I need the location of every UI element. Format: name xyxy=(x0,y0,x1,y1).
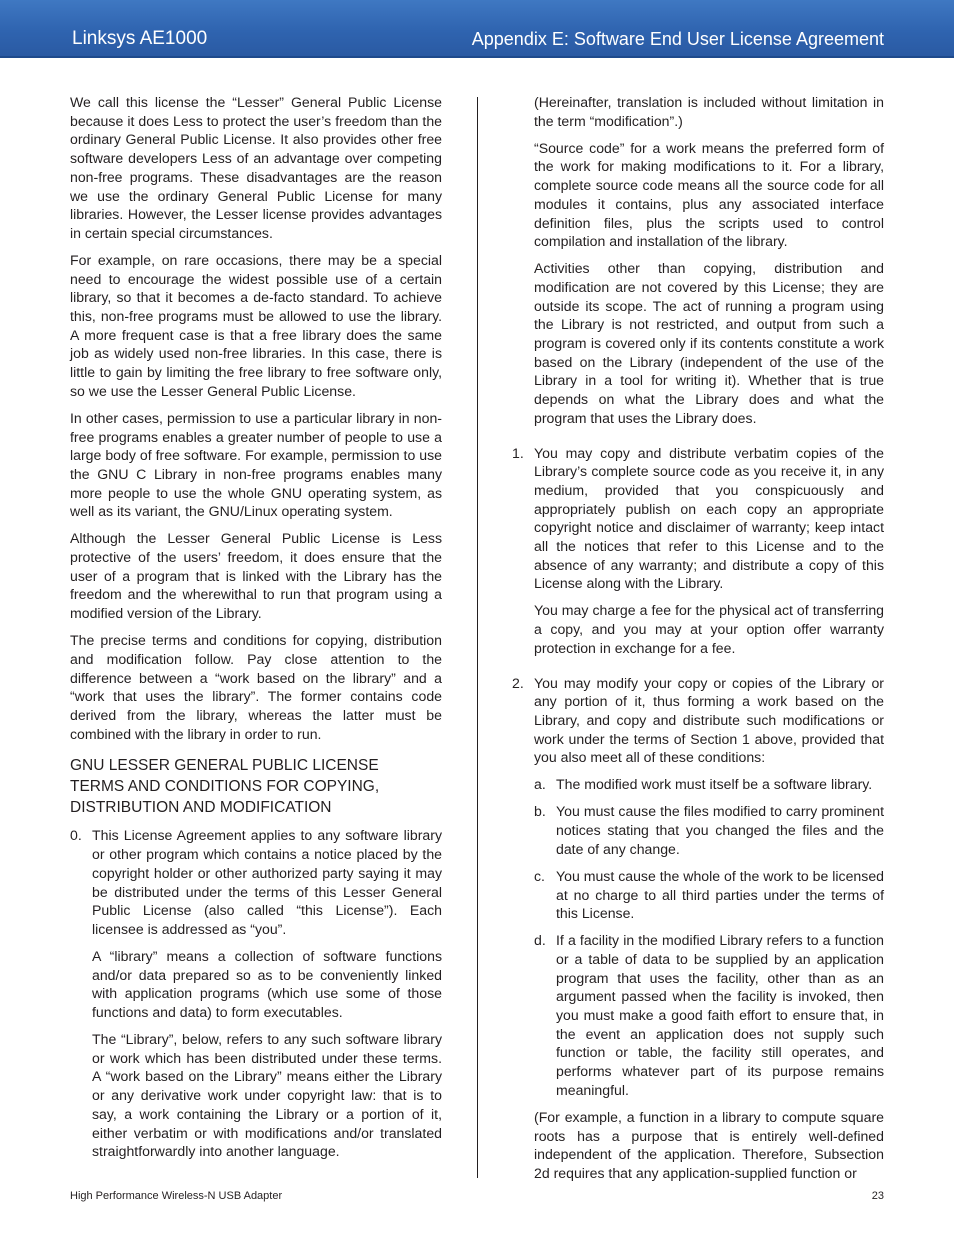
paragraph: You may copy and distribute verbatim copies of the Library’s complete source code as you receive it, in any medium, provided that you conspicuously and appropriately publish on each copy an appropriate copyright notice and disclaimer of warranty; keep intact all the notices that refer to this License and to the absence of any warranty; and distribute a copy of this License along with the Library. xyxy=(534,444,884,592)
paragraph: Although the Lesser General Public License is Less protective of the users’ freedom, it does ensure that the user of a program that is linked with the Library has the freedom and the wherewithal to run that program using a modified version of the Library. xyxy=(70,530,442,622)
sub-item-b xyxy=(534,802,884,858)
sub-item-a xyxy=(534,775,884,794)
paragraph: “Source code” for a work means the preferred form of the work for making modifications to it. For a library, complete source code means all the source code for all modules it contains, plus any associated interface definition files, plus the scripts used to control compilation and installation of the library. xyxy=(534,139,884,250)
sub-item-letter: a. xyxy=(534,776,546,793)
paragraph: You must cause the files modified to carry prominent notices stating that you changed the files and the date of any change. xyxy=(556,803,884,857)
paragraph: You may modify your copy or copies of the Library or any portion of it, thus forming a work based on the Library, and copy and distribute such modifications or work under the terms of Section 1 above, provided that you also meet all of these conditions: xyxy=(534,674,884,766)
section-heading xyxy=(70,755,442,818)
list-number: 1. xyxy=(512,444,524,461)
footer-product-name: High Performance Wireless-N USB Adapter xyxy=(70,1190,283,1202)
paragraph: We call this license the “Lesser” General Public License because it does Less to protect the user’s freedom than the ordinary General Public License. It also provides other free software developers Less of an advantage over competing non-free programs. These disadvantages are the reason we use the ordinary General Public License for many libraries. However, the Lesser license provides advantages in certain special circumstances. xyxy=(70,94,442,241)
paragraph: You may charge a fee for the physical act of transferring a copy, and you may at your option offer warranty protection in exchange for a fee. xyxy=(534,602,884,656)
paragraph: A “library” means a collection of software functions and/or data prepared so as to be conveniently linked with application programs (which use some of those functions and data) to form executables. xyxy=(92,947,442,1021)
list-item-0 xyxy=(70,826,442,1161)
paragraph: Activities other than copying, distribution and modification are not covered by this License; they are outside its scope. The act of running a program using the Library is not restricted, and output from such a program is covered only if its contents constitute a work based on the Library (independent of the use of the Library in a tool for writing it). Whether that is true depends on what the Library does and what the program that uses the Library does. xyxy=(534,260,884,426)
heading-line: DISTRIBUTION AND MODIFICATION xyxy=(70,799,332,817)
heading-line: GNU LESSER GENERAL PUBLIC LICENSE xyxy=(70,757,379,775)
list-number: 0. xyxy=(70,827,82,844)
paragraph: This License Agreement applies to any software library or other program which contains a notice placed by the copyright holder or other authorized party saying it may be distributed under the terms of this Lesser General Public License (also called “this License”). Each licensee is addressed as “you”. xyxy=(92,827,442,937)
paragraph: The modified work must itself be a software library. xyxy=(556,776,873,793)
paragraph: For example, on rare occasions, there may be a special need to encourage the widest possible use of a certain library, so that it becomes a de-facto standard. To achieve this, non-free programs must be allowed to use the library. A more frequent case is that a free library does the same job as widely used non-free libraries. In this case, there is little to gain by limiting the free library to free software only, so we use the Lesser General Public License. xyxy=(70,251,442,399)
header-product-name: Linksys AE1000 xyxy=(72,28,208,49)
list-number: 2. xyxy=(512,674,524,691)
sub-item-d xyxy=(534,931,884,1099)
page-header xyxy=(0,0,954,58)
list-item-1 xyxy=(512,444,884,658)
paragraph: If a facility in the modified Library refers to a function or a table of data to be supplied by an application program that uses the facility, other than as an argument passed when the facility is invoked, then you must make a good faith effort to ensure that, in the event an application does not supply such function or table, the facility still operates, and performs whatever part of its purpose remains meaningful. xyxy=(556,932,884,1098)
sub-item-letter: d. xyxy=(534,932,546,949)
paragraph: (Hereinafter, translation is included without limitation in the term “modification”.) xyxy=(534,94,884,129)
heading-line: TERMS AND CONDITIONS FOR COPYING, xyxy=(70,778,380,796)
paragraph: You must cause the whole of the work to be licensed at no charge to all third parties under the terms of this License. xyxy=(556,867,884,922)
list-item-2 xyxy=(512,674,884,1183)
footer-page-number: 23 xyxy=(871,1190,884,1202)
paragraph: In other cases, permission to use a particular library in non-free programs enables a greater number of people to use a large body of free software. For example, permission to use the GNU C Library in non-free programs enables many more people to use the whole GNU operating system, as well as its variant, the GNU/Linux operating system. xyxy=(70,409,442,520)
left-column xyxy=(70,93,442,1169)
paragraph: The precise terms and conditions for copying, distribution and modification follow. Pay close attention to the difference between a “work based on the library” and a “work that uses the library”. The former contains code derived from the library, whereas the latter must be combined with the library in order to run. xyxy=(70,632,442,742)
sub-item-letter: b. xyxy=(534,803,546,820)
paragraph: (For example, a function in a library to compute square roots has a purpose that is entirely well-defined independent of the application. Therefore, Subsection 2d requires that any application-supplied function or xyxy=(534,1108,884,1181)
header-section-title: Appendix E: Software End User License Agreement xyxy=(471,29,884,49)
column-divider xyxy=(477,97,478,1178)
sub-item-letter: c. xyxy=(534,867,545,884)
paragraph: The “Library”, below, refers to any such software library or work which has been distributed under these terms. A “work based on the Library” means either the Library or any derivative work under copyright law: that is to say, a work containing the Library or a portion of it, either verbatim or with modifications and/or translated straightforwardly into another language. xyxy=(92,1031,442,1160)
right-column xyxy=(512,93,884,1191)
sub-item-c xyxy=(534,867,884,923)
